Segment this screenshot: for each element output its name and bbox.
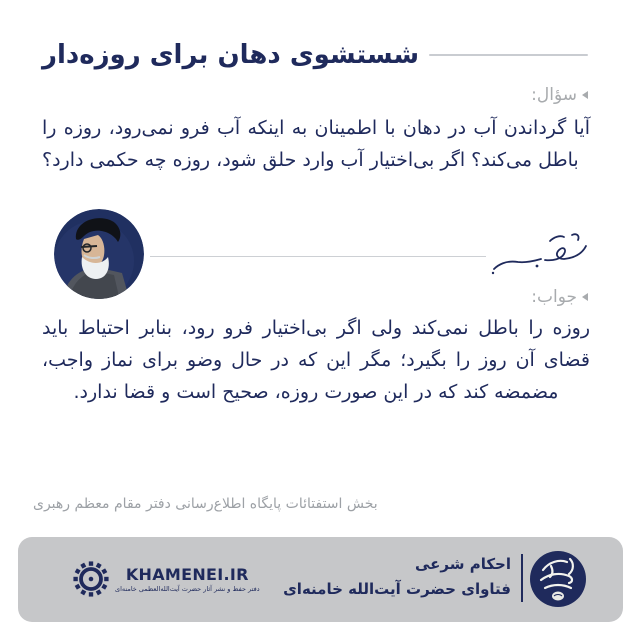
question-label: سؤال: [531, 85, 577, 105]
triangle-left-icon [582, 91, 588, 99]
category-line2: فتاوای حضرت آیت‌الله خامنه‌ای [283, 580, 511, 598]
brand-tagline: دفتر حفظ و نشر آثار حضرت آیت‌الله‌العظمی خامنه‌ای [115, 584, 260, 593]
question-label-row [531, 85, 588, 105]
brand-name: KHAMENEI.IR [125, 564, 249, 584]
bismillah-calligraphy-icon [490, 228, 590, 278]
answer-label: جواب: [531, 287, 577, 307]
bar-separator [521, 554, 523, 602]
avatar [54, 209, 144, 299]
khamenei-portrait-icon [54, 209, 144, 299]
header-rule [429, 54, 588, 56]
brand-logo [72, 560, 260, 598]
triangle-left-icon [582, 293, 588, 301]
page-title: شستشوی دهان برای روزه‌دار [42, 40, 420, 70]
category-text [283, 552, 511, 602]
answer-text: روزه را باطل نمی‌کند ولی اگر بی‌اختیار فرو رود، بنابر احتیاط باید قضای آن روز را بگیرد؛ مگر این که در حال وضو برای نماز واجب، مضمضه کند که در این صورت روزه، صحیح است و قضا ندارد. [42, 317, 590, 403]
header [42, 40, 588, 70]
khamenei-gear-icon [72, 560, 110, 598]
bottom-bar [18, 537, 623, 622]
footer-caption: بخش استفتائات پایگاه اطلاع‌رسانی دفتر مقام معظم رهبری [33, 496, 378, 512]
answer-label-row [531, 287, 588, 307]
category-line1: احکام شرعی [414, 555, 511, 573]
feqh-va-maaref-emblem-icon [529, 550, 587, 608]
question-text: آیا گرداندن آب در دهان با اطمینان به اینکه آب فرو نمی‌رود، روزه را باطل می‌کند؟ اگر بی‌اختیار آب وارد حلق شود، روزه چه حکمی دارد؟ [42, 117, 590, 171]
signature-rule [150, 256, 486, 257]
